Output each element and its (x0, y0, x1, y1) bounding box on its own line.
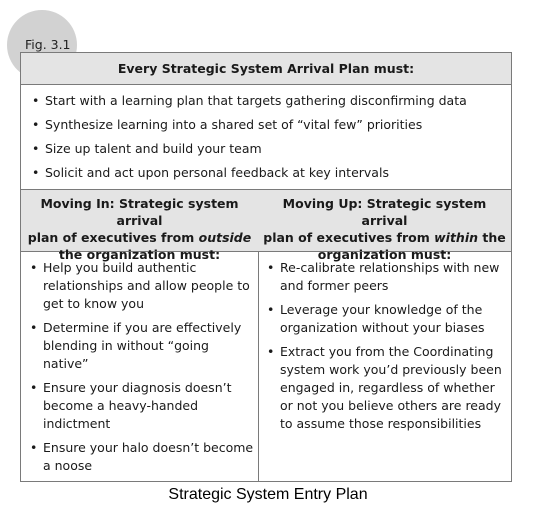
list-item: • Synthesize learning into a shared set of “vital few” priorities (25, 117, 511, 133)
header-line: Moving In: Strategic system arrival (40, 196, 239, 228)
header-text: the (478, 230, 506, 245)
list-item: • Ensure your diagnosis doesn’t become a heavy-handed indictment (23, 379, 256, 433)
header-line (258, 229, 511, 246)
header-line: organization must: (317, 247, 452, 262)
list-item: • Determine if you are effectively blending in without “going native” (23, 319, 256, 373)
list-item: • Re-calibrate relationships with new and former peers (260, 259, 507, 295)
list-item: • Ensure your halo doesn’t become a noose (23, 439, 256, 475)
header-text: plan of executives from (263, 230, 435, 245)
header-line: Moving Up: Strategic system arrival (282, 196, 487, 228)
moving-up-column (258, 190, 511, 481)
figure-caption: Strategic System Entry Plan (168, 486, 368, 503)
list-item: • Start with a learning plan that targets gathering disconfirming data (25, 93, 511, 109)
list-item: • Leverage your knowledge of the organization without your biases (260, 301, 507, 337)
header-emphasis: within (434, 230, 479, 245)
header-line: the organization must: (58, 247, 221, 262)
moving-up-header (258, 190, 511, 262)
list-item: • Help you build authentic relationships and allow people to get to know you (23, 259, 256, 313)
top-section-list (21, 85, 511, 189)
plan-table (20, 52, 512, 482)
header-emphasis: outside (198, 230, 252, 245)
list-item: • Extract you from the Coordinating system work you’d previously been engaged in, regardless of whether or not you believe others are ready to assume those responsibilities (260, 343, 507, 433)
top-section-header: Every Strategic System Arrival Plan must: (21, 53, 511, 85)
header-line (21, 229, 258, 246)
moving-up-list (258, 252, 511, 433)
figure-label: Fig. 3.1 (25, 37, 71, 52)
header-text: plan of executives from (27, 230, 199, 245)
moving-in-column (21, 190, 259, 481)
list-item: • Size up talent and build your team (25, 141, 511, 157)
list-item: • Solicit and act upon personal feedback at key intervals (25, 165, 511, 181)
moving-in-list (21, 252, 258, 475)
moving-in-header (21, 190, 258, 262)
two-column-section (21, 189, 511, 481)
